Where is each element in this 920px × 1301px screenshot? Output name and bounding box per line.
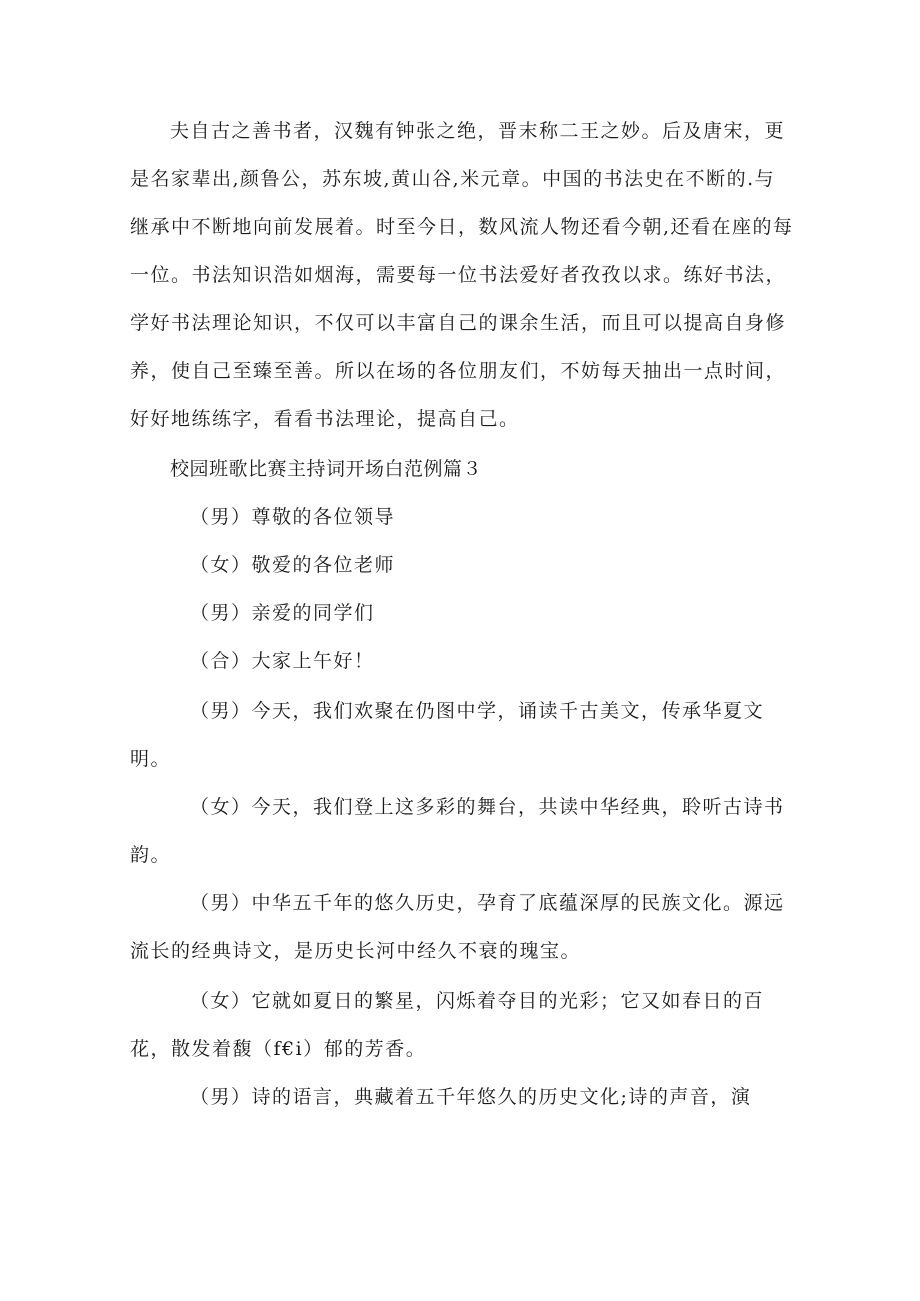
dialogue-line: （女）它就如夏日的繁星，闪烁着夺目的光彩；它又如春日的百 xyxy=(190,990,765,1012)
paragraph-line: 养，使自己至臻至善。所以在场的各位朋友们，不妨每天抽出一点时间， xyxy=(130,360,787,382)
dialogue-line-continuation: 流长的经典诗文，是历史长河中经久不衰的瑰宝。 xyxy=(130,940,582,962)
section-title: 校园班歌比赛主持词开场白范例篇３ xyxy=(170,458,483,480)
dialogue-line: （女）今天，我们登上这多彩的舞台，共读中华经典，聆听古诗书 xyxy=(190,796,785,818)
dialogue-line-continuation: 韵。 xyxy=(130,844,172,866)
dialogue-line: （合）大家上午好！ xyxy=(190,650,375,672)
dialogue-line: （女）敬爱的各位老师 xyxy=(190,554,396,576)
paragraph-line: 一位。书法知识浩如烟海，需要每一位书法爱好者孜孜以求。练好书法， xyxy=(130,264,787,286)
dialogue-line: （男）今天，我们欢聚在仍图中学，诵读千古美文，传承华夏文 xyxy=(190,700,765,722)
dialogue-line-continuation: 明。 xyxy=(130,748,172,770)
dialogue-line: （男）中华五千年的悠久历史，孕育了底蕴深厚的民族文化。源远 xyxy=(190,892,785,914)
dialogue-line: （男）诗的语言，典藏着五千年悠久的历史文化;诗的声音，演 xyxy=(190,1086,752,1108)
dialogue-line: （男）亲爱的同学们 xyxy=(190,602,375,624)
paragraph-line: 夫自古之善书者，汉魏有钟张之绝，晋末称二王之妙。后及唐宋，更 xyxy=(170,120,786,142)
paragraph-line: 好好地练练字，看看书法理论，提高自己。 xyxy=(130,408,520,430)
dialogue-line-continuation: 花，散发着馥（f€i）郁的芳香。 xyxy=(130,1038,427,1060)
dialogue-line: （男）尊敬的各位领导 xyxy=(190,506,396,528)
paragraph-line: 是名家辈出,颜鲁公，苏东坡,黄山谷,米元章。中国的书法史在不断的.与 xyxy=(130,168,776,190)
paragraph-line: 学好书法理论知识，不仅可以丰富自己的课余生活，而且可以提高自身修 xyxy=(130,312,787,334)
paragraph-line: 继承中不断地向前发展着。时至今日，数风流人物还看今朝,还看在座的每 xyxy=(130,216,794,238)
